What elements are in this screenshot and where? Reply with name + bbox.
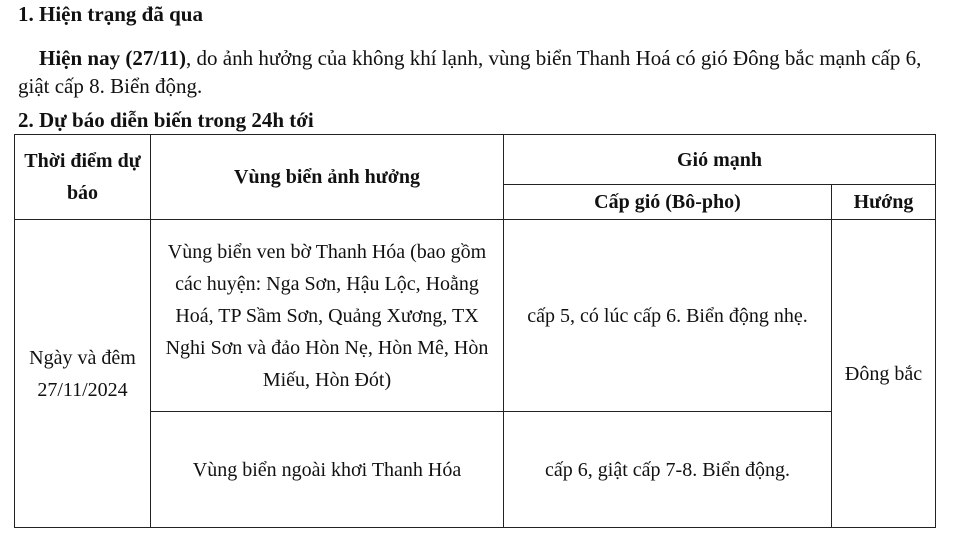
header-affected-area: Vùng biển ảnh hưởng — [151, 135, 504, 220]
header-wind-direction: Hướng — [832, 185, 936, 220]
table-row — [15, 412, 936, 528]
current-status-paragraph — [18, 44, 938, 100]
section-1-heading: 1. Hiện trạng đã qua — [18, 2, 203, 26]
forecast-table — [14, 134, 936, 528]
current-status-text: , do ảnh hưởng của không khí lạnh, vùng biển Thanh Hoá có gió Đông bắc mạnh cấp 6, giật cấp 8. Biển động. — [18, 46, 922, 98]
level-cell-coastal: cấp 5, có lúc cấp 6. Biển động nhẹ. — [504, 220, 832, 412]
table-row — [15, 220, 936, 412]
area-cell-coastal: Vùng biển ven bờ Thanh Hóa (bao gồm các huyện: Nga Sơn, Hậu Lộc, Hoằng Hoá, TP Sầm Sơn, Quảng Xương, TX Nghi Sơn và đảo Hòn Nẹ, Hòn Mê, Hòn Miếu, Hòn Đót) — [151, 220, 504, 412]
level-cell-offshore: cấp 6, giật cấp 7-8. Biển động. — [504, 412, 832, 528]
current-status-lead: Hiện nay (27/11) — [39, 46, 187, 70]
section-2-heading: 2. Dự báo diễn biến trong 24h tới — [18, 108, 314, 132]
direction-cell: Đông bắc — [832, 220, 936, 528]
header-wind-level: Cấp gió (Bô-pho) — [504, 185, 832, 220]
forecast-time-cell: Ngày và đêm 27/11/2024 — [15, 220, 151, 528]
header-forecast-time: Thời điểm dự báo — [15, 135, 151, 220]
area-cell-offshore: Vùng biển ngoài khơi Thanh Hóa — [151, 412, 504, 528]
header-strong-wind: Gió mạnh — [504, 135, 936, 185]
